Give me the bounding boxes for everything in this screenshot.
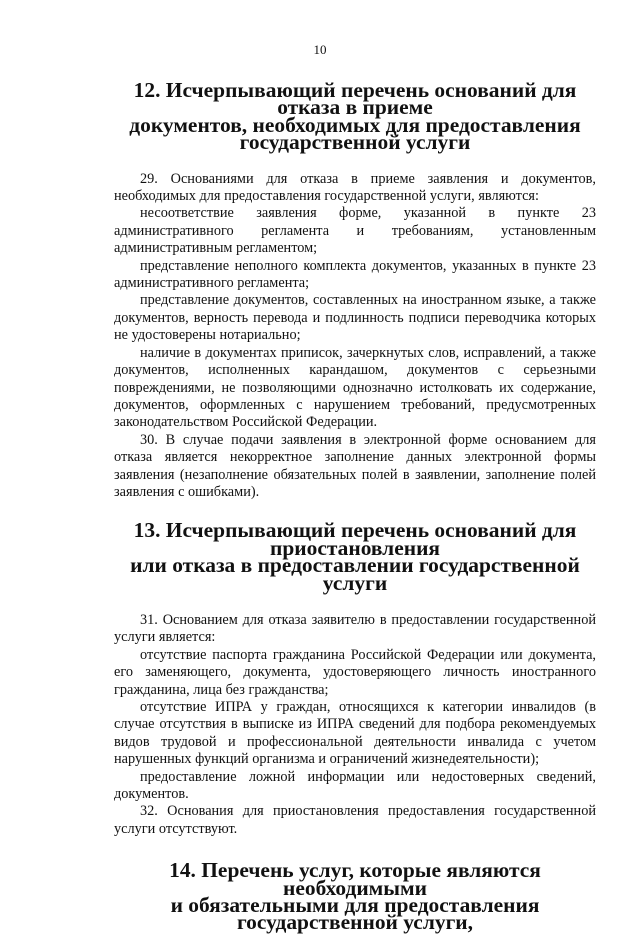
section-12-heading [114,78,596,155]
heading-line: 14. Перечень услуг, которые являются необходимыми [169,858,541,900]
list-item: несоответствие заявления форме, указанной в пункте 23 административного регламента и требованиям, установленным административным регламентом; [114,205,596,257]
heading-line: или отказа в предоставлении государственной услуги [130,553,580,595]
list-item: отсутствие ИПРА у граждан, относящихся к категории инвалидов (в случае отсутствия в выписке из ИПРА сведений для подбора рекомендуемых видов трудовой и профессиональной деятельности инвалида с учетом нарушенных функций организма и ограничений жизнедеятельности); [114,699,596,768]
heading-line: документов, необходимых для предоставления [129,112,581,137]
paragraph-29: 29. Основаниями для отказа в приеме заявления и документов, необходимых для предоставления государственной услуги, являются: [114,170,596,205]
section-14-heading [114,858,596,934]
page-number: 10 [313,42,327,57]
page-content [114,78,596,934]
paragraph-30: 30. В случае подачи заявления в электронной форме основанием для отказа является некорректное заполнение данных электронной формы заявления (незаполнение обязательных полей в заявлении, заполнение полей заявления с ошибками). [114,431,596,500]
list-item: предоставление ложной информации или недостоверных сведений, документов. [114,768,596,803]
heading-line: 12. Исчерпывающий перечень оснований для отказа в приеме [133,78,577,120]
paragraph-31: 31. Основанием для отказа заявителю в предоставлении государственной услуги является: [114,611,596,646]
list-item: представление неполного комплекта документов, указанных в пункте 23 административного регламента; [114,257,596,292]
list-item: наличие в документах приписок, зачеркнутых слов, исправлений, а также документов, исполненных карандашом, документов с серьезными повреждениями, не позволяющими однозначно истолковать их содержание, документов, оформленных с нарушением требований, предусмотренных законодательством Российской Федерации. [114,344,596,431]
list-item: отсутствие паспорта гражданина Российской Федерации или документа, его заменяющего, документа, удостоверяющего личность иностранного гражданина, лица без гражданства; [114,646,596,698]
heading-line: и обязательными для предоставления государственной услуги, [170,893,540,934]
paragraph-32: 32. Основания для приостановления предоставления государственной услуги отсутствуют. [114,803,596,837]
section-13-heading [114,518,596,595]
list-item: представление документов, составленных на иностранном языке, а также документов, верность перевода и подлинность подписи переводчика которых не удостоверены нотариально; [114,292,596,344]
heading-line: 13. Исчерпывающий перечень оснований для приостановления [133,518,577,560]
heading-line: государственной услуги [239,130,471,155]
